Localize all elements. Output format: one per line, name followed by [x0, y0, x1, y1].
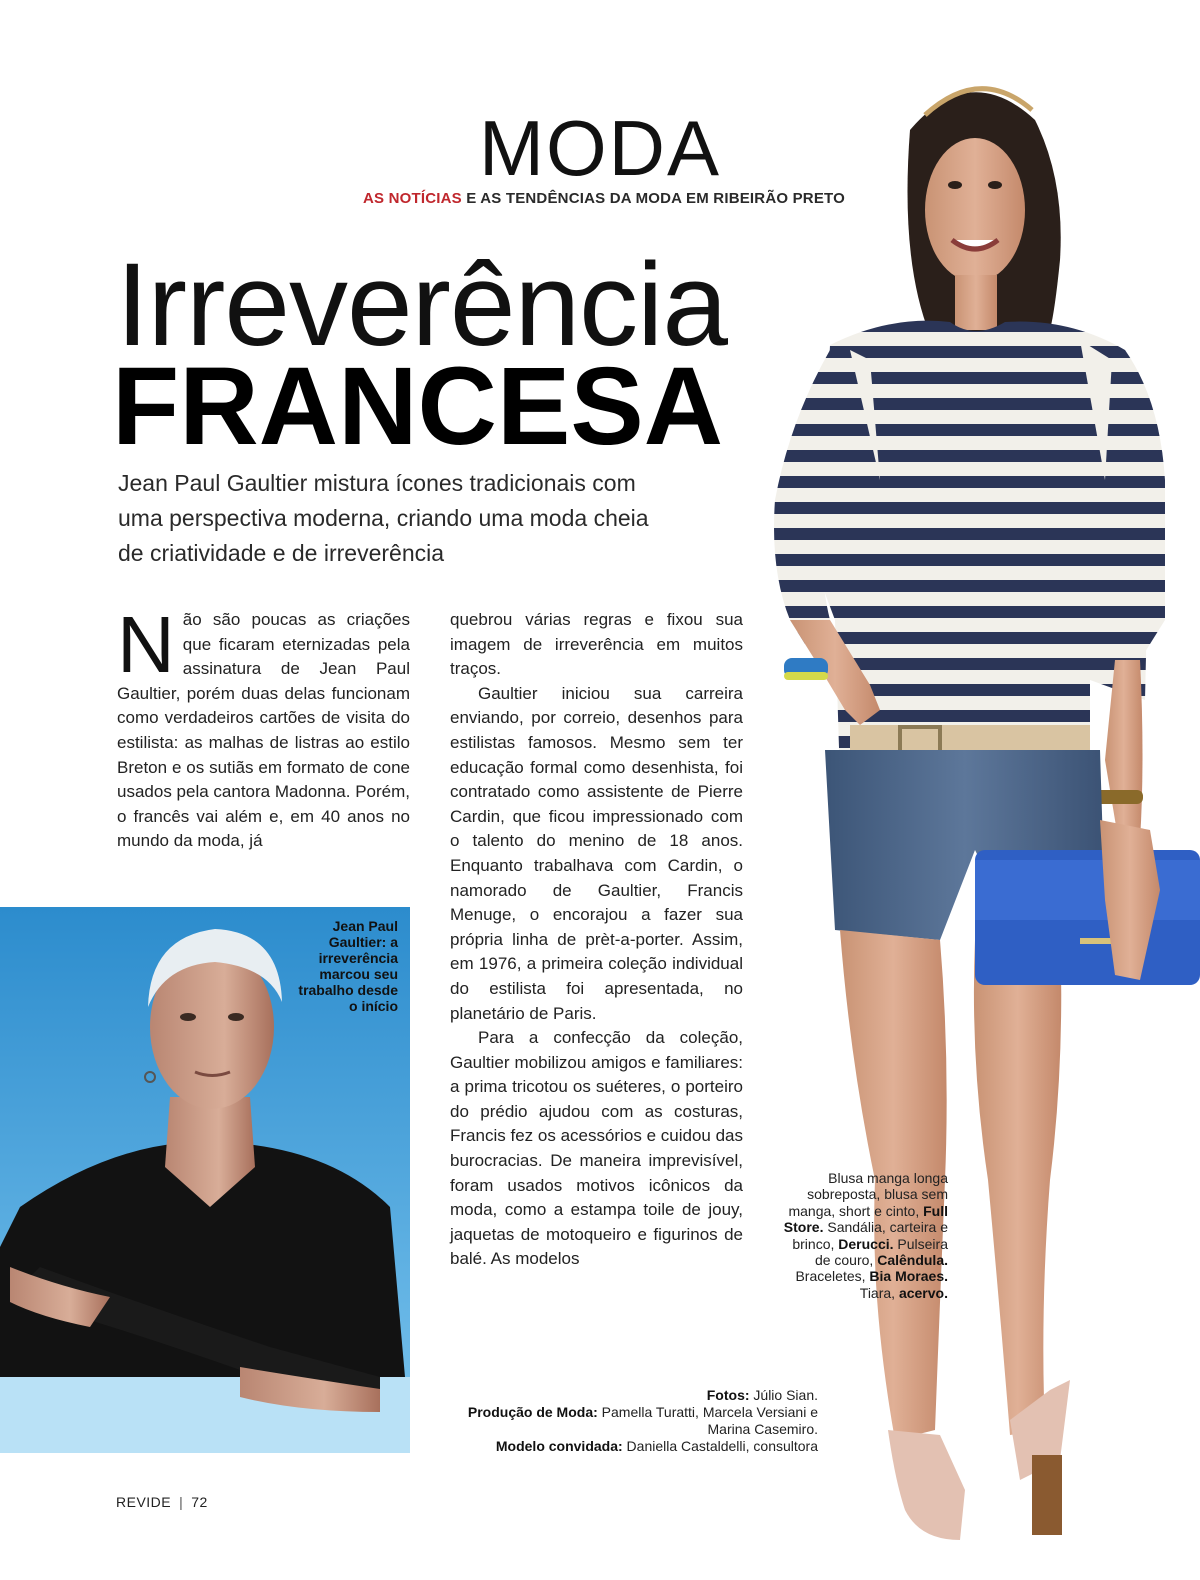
credit-value: Daniella Castaldelli, consultora	[622, 1438, 818, 1454]
body-paragraph: quebrou várias regras e fixou sua imagem de irreverência em muitos traços.	[450, 610, 743, 679]
caption-brand: Calêndula.	[877, 1252, 948, 1269]
caption-brand: Derucci.	[838, 1235, 894, 1252]
caption-text: Tiara,	[859, 1284, 896, 1301]
magazine-name: REVIDE	[116, 1494, 172, 1510]
headline-line-2: FRANCESA	[112, 345, 724, 468]
caption-text: Pulseira de couro,	[814, 1235, 948, 1269]
credit-label: Produção de Moda:	[467, 1404, 598, 1420]
footer-separator: |	[179, 1494, 184, 1510]
credit-label: Modelo convidada:	[495, 1438, 623, 1454]
credit-model	[430, 1438, 818, 1455]
subtitle-highlight: AS NOTÍCIAS	[362, 190, 462, 207]
caption-text: Sandália, carteira e brinco,	[792, 1219, 948, 1252]
credit-production	[430, 1404, 818, 1438]
page-number: 72	[191, 1494, 208, 1510]
caption-brand: Full Store.	[783, 1202, 948, 1236]
credit-value: Pamella Turatti, Marcela Versiani e Marina Casemiro.	[597, 1404, 818, 1437]
caption-brand: acervo.	[898, 1284, 948, 1301]
outfit-caption	[780, 1170, 948, 1301]
portrait-caption: Jean Paul Gaultier: a irreverência marcou seu trabalho desde o início	[298, 918, 398, 1014]
model-photo	[720, 60, 1200, 1570]
caption-text: Braceletes,	[795, 1268, 866, 1285]
headline-line-1: Irreverência	[116, 239, 728, 371]
page-footer	[116, 1494, 208, 1510]
credit-label: Fotos:	[706, 1387, 750, 1403]
credit-photos	[430, 1387, 818, 1404]
body-paragraph: Gaultier iniciou sua carreira enviando, por correio, desenhos para estilistas famosos. Mesmo sem ter educação formal como desenhista, foi contratado como assistente de Pierre Cardin, que ficou impressionado com o talento do menino de 18 anos. Enquanto trabalhava com Cardin, o namorado de Gaultier, Francis Menuge, o encorajou a fazer sua própria linha de prèt-a-porter. Assim, em 1976, a primeira coleção individual do estilista foi apresentada, no planetário de Paris.	[450, 683, 743, 1023]
body-paragraph: Para a confecção da coleção, Gaultier mobilizou amigos e familiares: a prima tricotou os suéteres, o porteiro do prédio ajudou com as costuras, Francis fez os acessórios e cuidou das burocracias. De maneira imprevisível, foram usados motivos icônicos da moda, como a estampa toile de jouy, jaquetas de motoqueiro e figurinos de balé. As modelos	[450, 1028, 743, 1269]
subtitle-rest: E AS TENDÊNCIAS DA MODA EM RIBEIRÃO PRETO	[461, 190, 845, 207]
caption-brand: Bia Moraes.	[869, 1268, 948, 1285]
section-title: MODA	[479, 104, 721, 192]
body-paragraph: ão são poucas as criações que ficaram eternizadas pela assinatura de Jean Paul Gaultier, porém duas delas funcionam como verdadeiros cartões de visita do estilista: as malhas de listras ao estilo Breton e os sutiãs em formato de cone usados pela cantora Madonna. Porém, o francês vai além e, em 40 anos no mundo da moda, já	[117, 610, 410, 851]
deck-text: Jean Paul Gaultier mistura ícones tradicionais com uma perspectiva moderna, criando uma moda cheia de criatividade e de irreverência	[118, 470, 649, 566]
caption-text: Blusa manga longa sobreposta, blusa sem manga, short e cinto,	[788, 1170, 948, 1219]
photo-credits	[430, 1387, 818, 1455]
credit-value: Júlio Sian.	[749, 1387, 818, 1403]
body-column-1	[117, 600, 410, 854]
body-column-2	[450, 608, 743, 1272]
drop-cap: N	[117, 600, 175, 689]
